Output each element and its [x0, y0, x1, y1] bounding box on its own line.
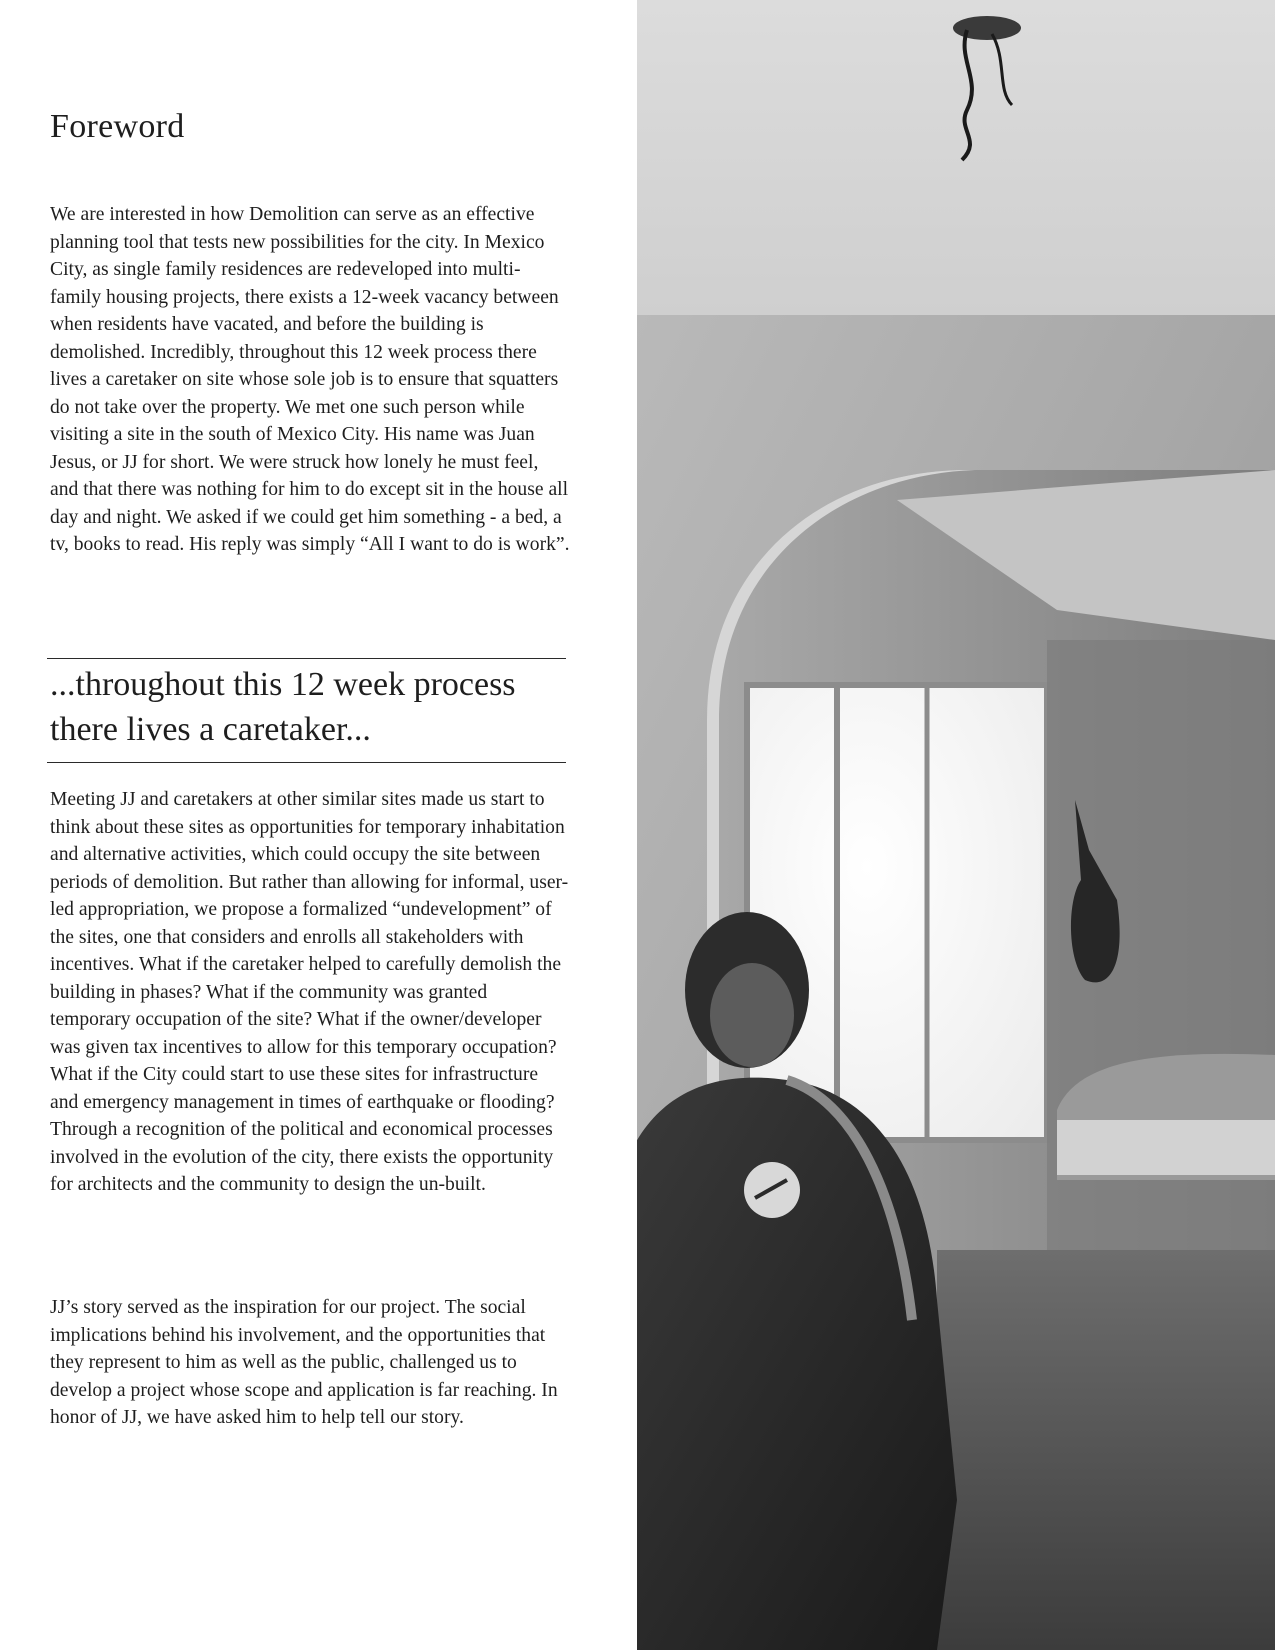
- paragraph-inspiration: JJ’s story served as the inspiration for our project. The social implications behind his involvement, and the opportunities that they represent to him as well as the public, challenged us to develop a project whose scope and application is far reaching. In honor of JJ, we have asked him to help tell our story.: [50, 1297, 558, 1428]
- pull-quote: ...throughout this 12 week process there lives a caretaker...: [50, 666, 516, 748]
- page-title: Foreword: [50, 108, 185, 145]
- wooden-floor: [937, 1250, 1275, 1650]
- window: [747, 685, 1047, 1140]
- paragraph-proposal: Meeting JJ and caretakers at other similar sites made us start to think about these sites as opportunities for temporary inhabitation and alternative activities, which could occupy the site between periods of demolition. But rather than allowing for informal, user-led appropriation, we propose a formalized “undevelopment” of the sites, one that considers and enrolls all stakeholders with incentives. What if the caretaker helped to carefully demolish the building in phases? What if the community was granted temporary occupation of the site? What if the owner/developer was given tax incentives to allow for this temporary occupation? What if the City could start to use these sites for infrastructure and emergency management in times of earthquake or flooding? Through a recognition of the political and economical processes involved in the evolution of the city, there exists the opportunity for architects and the community to design the un-built.: [50, 789, 569, 1195]
- pull-quote-rule-bottom: [47, 762, 566, 763]
- person-face: [710, 963, 794, 1067]
- pull-quote-rule-top: [47, 658, 566, 659]
- caretaker-photo: [637, 0, 1275, 1650]
- ceiling-hole: [953, 16, 1021, 40]
- ceiling: [637, 0, 1275, 315]
- text-column: [0, 0, 637, 1650]
- bed-blanket: [1057, 1120, 1275, 1175]
- paragraph-intro: We are interested in how Demolition can serve as an effective planning tool that tests new possibilities for the city. In Mexico City, as single family residences are redeveloped into multi-family housing projects, there exists a 12-week vacancy between when residents have vacated, and before the building is demolished. Incredibly, throughout this 12 week process there lives a caretaker on site whose sole job is to ensure that squatters do not take over the property. We met one such person while visiting a site in the south of Mexico City. His name was Juan Jesus, or JJ for short. We were struck how lonely he must feel, and that there was nothing for him to do except sit in the house all day and night. We asked if we could get him something - a bed, a tv, books to read. His reply was simply “All I want to do is work”.: [50, 204, 570, 555]
- photo-illustration: [637, 0, 1275, 1650]
